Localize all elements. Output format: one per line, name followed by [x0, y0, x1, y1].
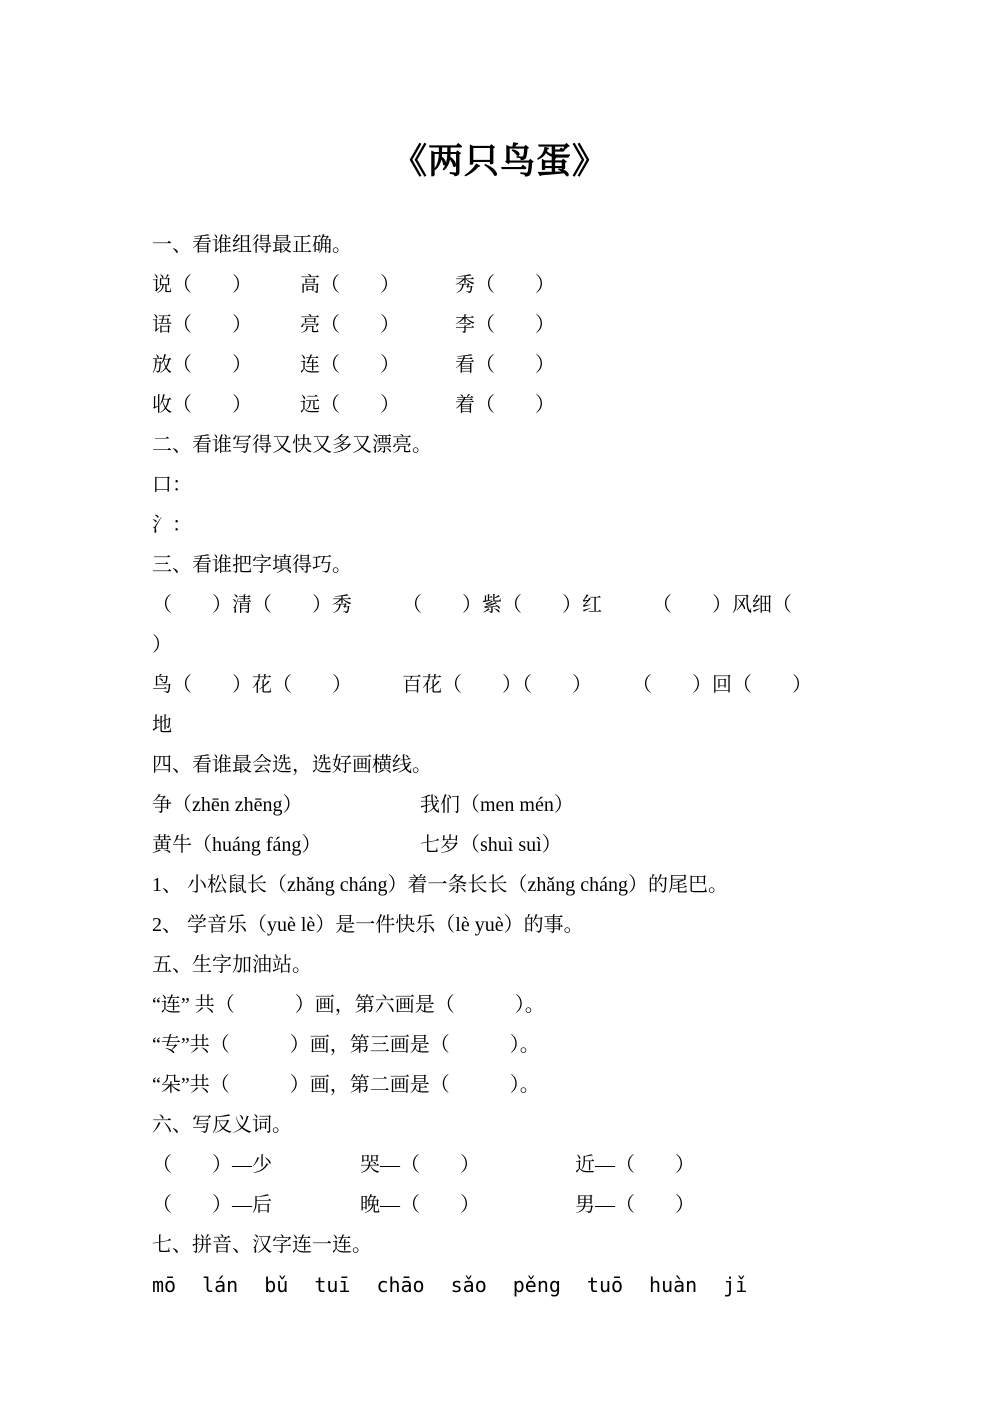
fill-blank-item: 说（ ） — [152, 274, 252, 296]
section-1-row — [152, 385, 912, 425]
fill-blank-item: 放（ ） — [152, 354, 252, 376]
section-1-heading: 一、看谁组得最正确。 — [152, 234, 352, 256]
pinyin-choice-item: 七岁（shuì suì） — [420, 834, 562, 856]
antonym-item: 哭—（ ） — [360, 1154, 480, 1176]
section-4-pair-row — [152, 785, 912, 825]
pinyin-word: pěng — [512, 1273, 561, 1297]
section-1-row — [152, 345, 912, 385]
section-7-heading: 七、拼音、汉字连一连。 — [152, 1234, 372, 1256]
fill-blank-line: （ ）清（ ）秀 （ ）紫（ ）红 （ ）风细（ — [152, 594, 792, 616]
stroke-count-line: “朵”共（ ）画，第二画是（ ）。 — [152, 1074, 540, 1096]
fill-blank-item: 远（ ） — [300, 394, 400, 416]
antonym-item: （ ）—少 — [152, 1154, 272, 1176]
pinyin-word: bǔ — [264, 1273, 289, 1297]
pinyin-word: jǐ — [723, 1273, 748, 1297]
fill-blank-line: 地 — [152, 714, 172, 736]
fill-blank-item: 收（ ） — [152, 394, 252, 416]
fill-blank-item: 高（ ） — [300, 274, 400, 296]
antonym-item: 男—（ ） — [575, 1194, 695, 1216]
pinyin-word: sǎo — [450, 1273, 487, 1297]
section-3-heading: 三、看谁把字填得巧。 — [152, 554, 352, 576]
fill-blank-item: 着（ ） — [455, 394, 555, 416]
section-5-heading: 五、生字加油站。 — [152, 954, 312, 976]
antonym-item: 晚—（ ） — [360, 1194, 480, 1216]
pinyin-word: tuō — [586, 1273, 624, 1297]
antonym-item: 近—（ ） — [575, 1154, 695, 1176]
pinyin-choice-item: 黄牛（huáng fáng） — [152, 834, 322, 856]
fill-blank-line: ） — [152, 634, 172, 656]
fill-blank-item: 看（ ） — [455, 354, 555, 376]
pinyin-word: tuī — [314, 1273, 351, 1297]
radical-line-kou: 口： — [152, 474, 192, 496]
antonym-item: （ ）—后 — [152, 1194, 272, 1216]
pinyin-word: huàn — [649, 1273, 698, 1297]
fill-blank-item: 秀（ ） — [455, 274, 555, 296]
worksheet-content — [152, 225, 912, 1305]
section-6-row — [152, 1145, 912, 1185]
stroke-count-line: “连” 共（ ）画，第六画是（ ）。 — [152, 994, 545, 1016]
section-1-row — [152, 305, 912, 345]
pinyin-word: chāo — [376, 1273, 425, 1297]
pinyin-match-row — [152, 1265, 912, 1305]
stroke-count-line: “专”共（ ）画，第三画是（ ）。 — [152, 1034, 540, 1056]
section-1-row — [152, 265, 912, 305]
fill-blank-item: 语（ ） — [152, 314, 252, 336]
fill-blank-line: 鸟（ ）花（ ） 百花（ ）（ ） （ ）回（ ） — [152, 674, 812, 696]
pinyin-word: mō — [152, 1273, 177, 1297]
section-2-heading: 二、看谁写得又快又多又漂亮。 — [152, 434, 432, 456]
pinyin-word: lán — [202, 1273, 239, 1297]
fill-blank-item: 亮（ ） — [300, 314, 400, 336]
section-4-heading: 四、看谁最会选，选好画横线。 — [152, 754, 432, 776]
section-6-row — [152, 1185, 912, 1225]
section-4-sentence: 2、 学音乐（yuè lè）是一件快乐（lè yuè）的事。 — [152, 914, 584, 936]
radical-line-shui: 氵： — [152, 514, 192, 536]
doc-title: 《两只鸟蛋》 — [391, 142, 608, 181]
fill-blank-item: 连（ ） — [300, 354, 400, 376]
section-6-heading: 六、写反义词。 — [152, 1114, 292, 1136]
pinyin-choice-item: 我们（men mén） — [420, 794, 574, 816]
fill-blank-item: 李（ ） — [455, 314, 555, 336]
pinyin-choice-item: 争（zhēn zhēng） — [152, 794, 303, 816]
section-4-sentence: 1、 小松鼠长（zhǎng cháng）着一条长长（zhǎng cháng）的尾巴。 — [152, 874, 729, 896]
section-4-pair-row — [152, 825, 912, 865]
